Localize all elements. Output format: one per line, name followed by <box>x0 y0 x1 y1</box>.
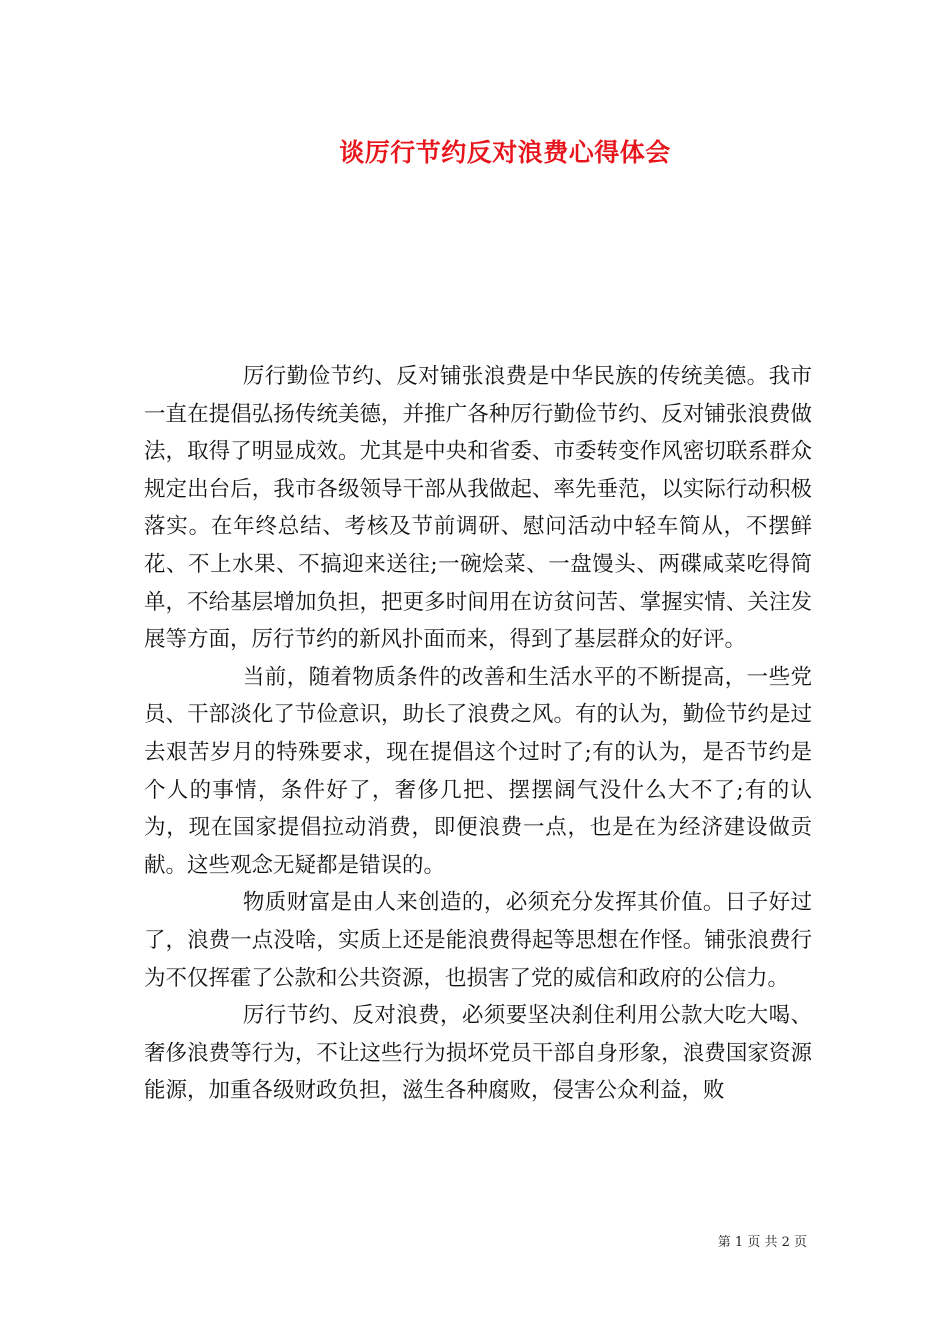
paragraph-3: 物质财富是由人来创造的，必须充分发挥其价值。日子好过了，浪费一点没啥，实质上还是能浪费得起等思想在作怪。铺张浪费行为不仅挥霍了公款和公共资源，也损害了党的威信和政府的公信力。 <box>144 890 812 991</box>
paragraph-2: 当前，随着物质条件的改善和生活水平的不断提高，一些党员、干部淡化了节俭意识，助长了浪费之风。有的认为，勤俭节约是过去艰苦岁月的特殊要求，现在提倡这个过时了;有的认为，是否节约是个人的事情，条件好了，奢侈几把、摆摆阔气没什么大不了;有的认为，现在国家提倡拉动消费，即便浪费一点，也是在为经济建设做贡献。这些观念无疑都是错误的。 <box>144 664 812 878</box>
document-body <box>144 358 812 1110</box>
page-number-footer: 第 1 页 共 2 页 <box>717 1235 807 1250</box>
document-title: 谈厉行节约反对浪费心得体会 <box>339 138 671 167</box>
paragraph-4: 厉行节约、反对浪费，必须要坚决刹住利用公款大吃大喝、奢侈浪费等行为，不让这些行为损坏党员干部自身形象，浪费国家资源能源，加重各级财政负担，滋生各种腐败，侵害公众利益，败 <box>144 1003 812 1104</box>
paragraph-1: 厉行勤俭节约、反对铺张浪费是中华民族的传统美德。我市一直在提倡弘扬传统美德，并推广各种厉行勤俭节约、反对铺张浪费做法，取得了明显成效。尤其是中央和省委、市委转变作风密切联系群众规定出台后，我市各级领导干部从我做起、率先垂范，以实际行动积极落实。在年终总结、考核及节前调研、慰问活动中轻车简从，不摆鲜花、不上水果、不搞迎来送往;一碗烩菜、一盘馒头、两碟咸菜吃得简单，不给基层增加负担，把更多时间用在访贫问苦、掌握实情、关注发展等方面，厉行节约的新风扑面而来，得到了基层群众的好评。 <box>144 364 812 653</box>
